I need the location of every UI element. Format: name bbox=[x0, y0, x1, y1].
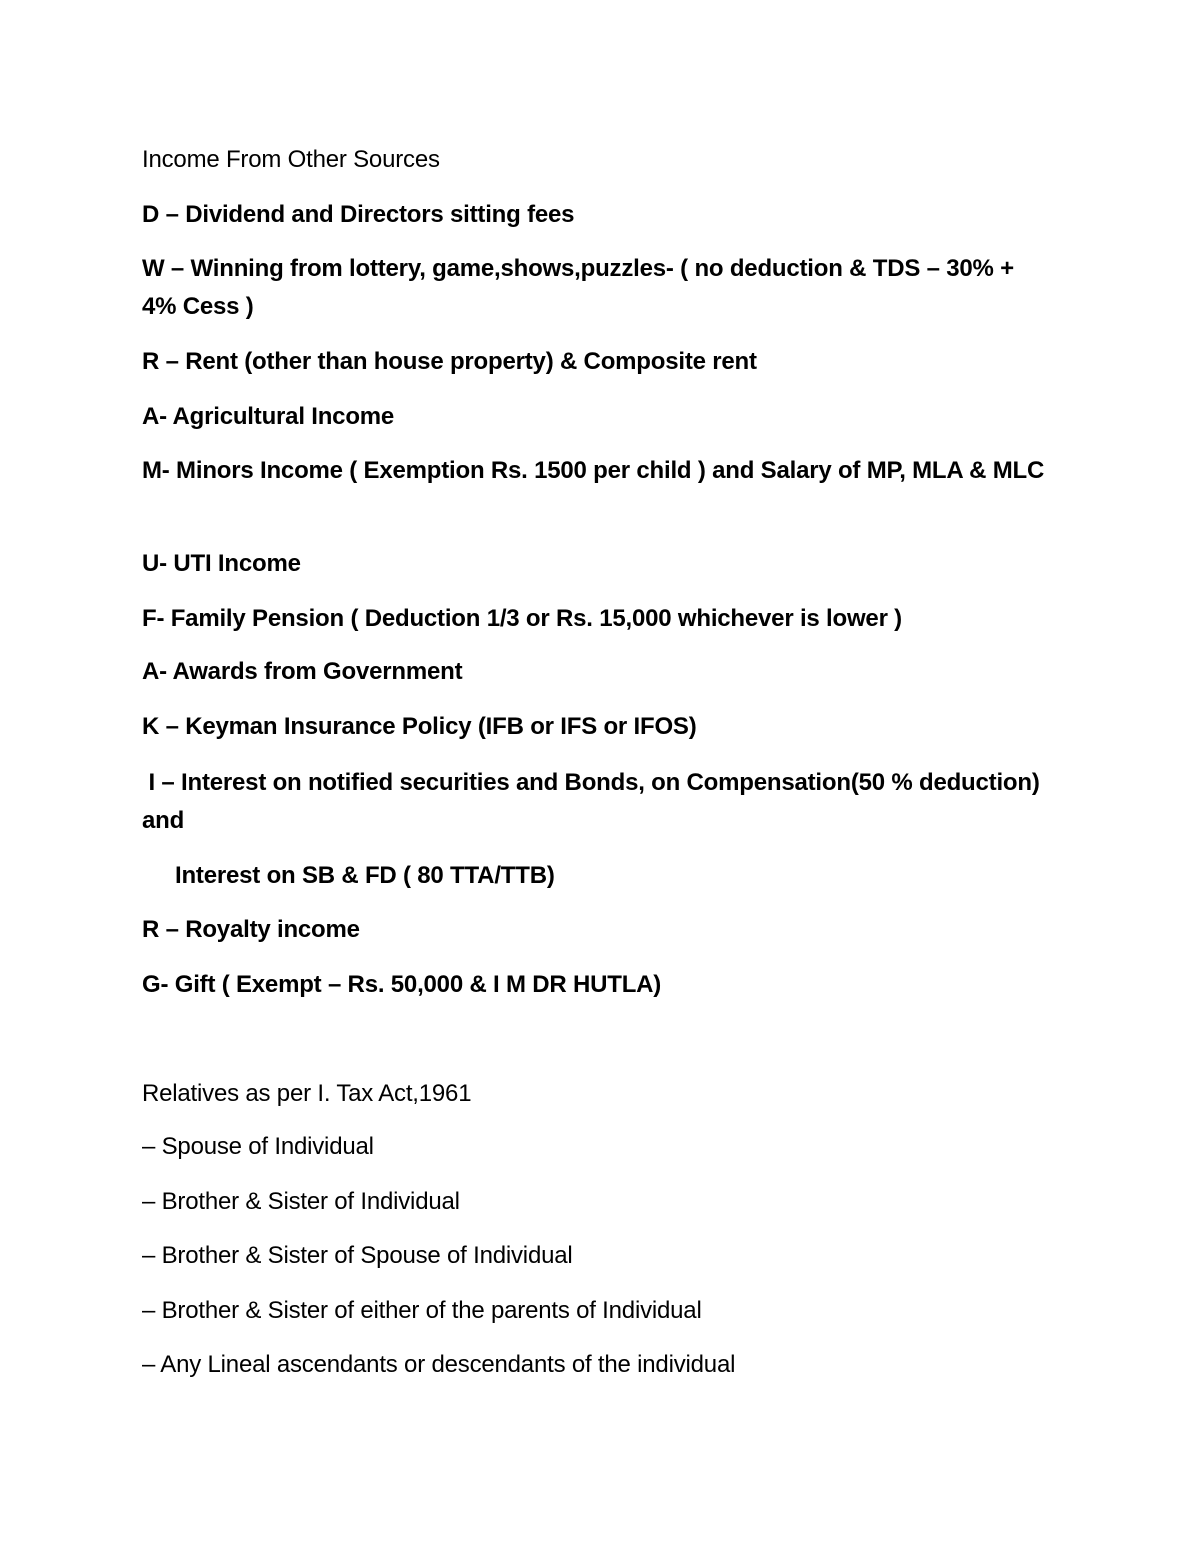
list-item-awards: A- Awards from Government bbox=[142, 658, 463, 685]
list-item-interest-sb-fd: Interest on SB & FD ( 80 TTA/TTB) bbox=[175, 862, 555, 889]
list-item-rent: R – Rent (other than house property) & Composite rent bbox=[142, 348, 757, 375]
list-item-dividend: D – Dividend and Directors sitting fees bbox=[142, 201, 575, 228]
list-item-siblings: – Brother & Sister of Individual bbox=[142, 1188, 460, 1215]
list-item-lineal: – Any Lineal ascendants or descendants of the individual bbox=[142, 1351, 736, 1378]
list-item-family-pension: F- Family Pension ( Deduction 1/3 or Rs. 15,000 whichever is lower ) bbox=[142, 605, 902, 632]
section-heading-relatives: Relatives as per I. Tax Act,1961 bbox=[142, 1080, 472, 1107]
list-item-interest: I – Interest on notified securities and Bonds, on Compensation(50 % deduction) and bbox=[142, 769, 1047, 834]
list-item-spouse-siblings: – Brother & Sister of Spouse of Individual bbox=[142, 1242, 573, 1269]
list-item-parents-siblings: – Brother & Sister of either of the parents of Individual bbox=[142, 1297, 702, 1324]
section-heading-income: Income From Other Sources bbox=[142, 146, 440, 173]
list-item-agricultural: A- Agricultural Income bbox=[142, 403, 395, 430]
list-item-royalty: R – Royalty income bbox=[142, 916, 360, 943]
list-item-uti: U- UTI Income bbox=[142, 550, 301, 577]
list-item-gift: G- Gift ( Exempt – Rs. 50,000 & I M DR HUTLA) bbox=[142, 971, 662, 998]
list-item-winning: W – Winning from lottery, game,shows,puzzles- ( no deduction & TDS – 30% + 4% Cess ) bbox=[142, 255, 1014, 320]
list-item-minors: M- Minors Income ( Exemption Rs. 1500 per child ) and Salary of MP, MLA & MLC bbox=[142, 457, 1045, 484]
list-item-spouse: – Spouse of Individual bbox=[142, 1133, 374, 1160]
list-item-keyman: K – Keyman Insurance Policy (IFB or IFS or IFOS) bbox=[142, 713, 697, 740]
